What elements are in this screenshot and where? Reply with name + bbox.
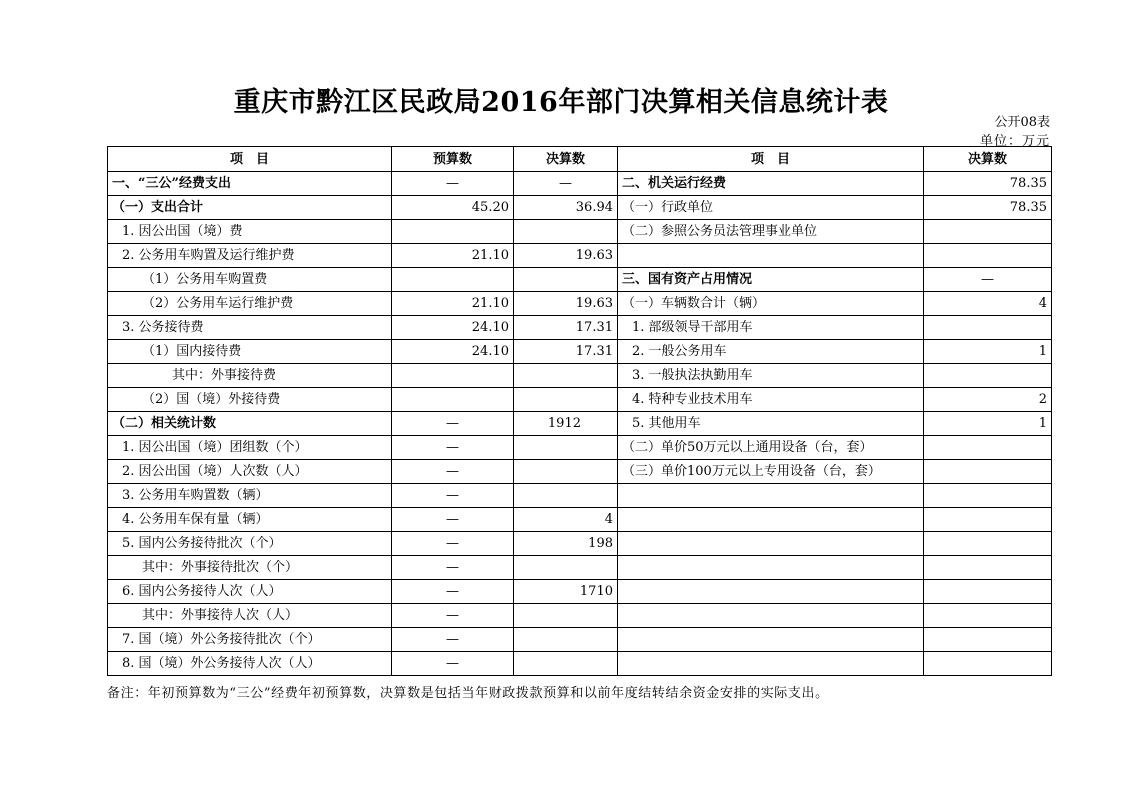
left-budget-cell: 21.10	[392, 292, 514, 316]
right-item-cell: （三）单价100万元以上专用设备（台，套）	[618, 460, 924, 484]
left-item-cell: 6. 国内公务接待人次（人）	[108, 580, 392, 604]
right-item-cell: 2. 一般公务用车	[618, 340, 924, 364]
table-row	[108, 172, 1052, 196]
left-item-cell: 2. 因公出国（境）人次数（人）	[108, 460, 392, 484]
right-item-cell: （一）行政单位	[618, 196, 924, 220]
right-final-cell	[924, 604, 1052, 628]
left-final-cell: 17.31	[514, 340, 618, 364]
left-budget-cell: —	[392, 580, 514, 604]
right-item-cell: 5. 其他用车	[618, 412, 924, 436]
left-final-cell: 198	[514, 532, 618, 556]
right-final-cell	[924, 556, 1052, 580]
left-final-cell: —	[514, 172, 618, 196]
left-final-cell	[514, 460, 618, 484]
left-item-cell: 1. 因公出国（境）费	[108, 220, 392, 244]
statistics-table	[107, 146, 1052, 676]
left-final-cell: 36.94	[514, 196, 618, 220]
table-row	[108, 652, 1052, 676]
left-item-cell: （1）国内接待费	[108, 340, 392, 364]
right-final-cell: 1	[924, 340, 1052, 364]
table-row	[108, 508, 1052, 532]
right-item-cell	[618, 556, 924, 580]
right-item-cell	[618, 484, 924, 508]
left-item-cell: 7. 国（境）外公务接待批次（个）	[108, 628, 392, 652]
right-final-cell: 2	[924, 388, 1052, 412]
left-item-cell: 5. 国内公务接待批次（个）	[108, 532, 392, 556]
left-final-cell	[514, 628, 618, 652]
left-final-cell: 19.63	[514, 244, 618, 268]
table-row	[108, 316, 1052, 340]
left-budget-cell	[392, 364, 514, 388]
page-title: 重庆市黔江区民政局2016年部门决算相关信息统计表	[233, 87, 889, 118]
table-row	[108, 268, 1052, 292]
left-final-cell: 1912	[514, 412, 618, 436]
table-row	[108, 244, 1052, 268]
right-final-cell	[924, 628, 1052, 652]
right-item-cell: 二、机关运行经费	[618, 172, 924, 196]
right-item-cell: （一）车辆数合计（辆）	[618, 292, 924, 316]
right-final-cell: —	[924, 268, 1052, 292]
right-item-cell: （二）参照公务员法管理事业单位	[618, 220, 924, 244]
left-budget-cell: 21.10	[392, 244, 514, 268]
left-item-cell: （2）国（境）外接待费	[108, 388, 392, 412]
right-item-cell	[618, 532, 924, 556]
left-item-cell: 3. 公务用车购置数（辆）	[108, 484, 392, 508]
right-final-cell	[924, 652, 1052, 676]
right-final-cell	[924, 508, 1052, 532]
left-budget-cell: —	[392, 412, 514, 436]
left-budget-cell	[392, 268, 514, 292]
form-number: 公开08表	[994, 115, 1050, 130]
left-final-cell	[514, 556, 618, 580]
left-final-cell	[514, 388, 618, 412]
right-item-cell: 三、国有资产占用情况	[618, 268, 924, 292]
table-row	[108, 292, 1052, 316]
left-item-cell: 其中：外事接待费	[108, 364, 392, 388]
left-budget-cell: —	[392, 628, 514, 652]
right-final-cell: 1	[924, 412, 1052, 436]
right-final-cell	[924, 364, 1052, 388]
left-item-cell: 其中：外事接待人次（人）	[108, 604, 392, 628]
right-final-cell	[924, 460, 1052, 484]
right-item-cell	[618, 244, 924, 268]
left-item-cell: 1. 因公出国（境）团组数（个）	[108, 436, 392, 460]
right-item-cell: 4. 特种专业技术用车	[618, 388, 924, 412]
right-final-cell	[924, 436, 1052, 460]
left-item-cell: 2. 公务用车购置及运行维护费	[108, 244, 392, 268]
left-budget-cell	[392, 388, 514, 412]
left-final-cell	[514, 268, 618, 292]
table-row	[108, 556, 1052, 580]
left-budget-cell	[392, 220, 514, 244]
left-final-cell	[514, 484, 618, 508]
left-final-cell	[514, 220, 618, 244]
table-header-row	[108, 147, 1052, 172]
right-final-cell: 78.35	[924, 172, 1052, 196]
left-item-cell: （一）支出合计	[108, 196, 392, 220]
right-item-cell: 3. 一般执法执勤用车	[618, 364, 924, 388]
right-final-cell	[924, 580, 1052, 604]
left-budget-cell: —	[392, 604, 514, 628]
table-row	[108, 196, 1052, 220]
left-item-cell: （1）公务用车购置费	[108, 268, 392, 292]
left-item-cell: （2）公务用车运行维护费	[108, 292, 392, 316]
left-budget-cell: —	[392, 484, 514, 508]
left-item-cell: 3. 公务接待费	[108, 316, 392, 340]
table-row	[108, 532, 1052, 556]
table-row	[108, 604, 1052, 628]
table-row	[108, 484, 1052, 508]
right-final-cell	[924, 484, 1052, 508]
left-item-cell: 一、“三公”经费支出	[108, 172, 392, 196]
table-row	[108, 460, 1052, 484]
header-right-item: 项 目	[618, 147, 924, 172]
right-final-cell: 78.35	[924, 196, 1052, 220]
left-item-cell: （二）相关统计数	[108, 412, 392, 436]
right-item-cell: （二）单价50万元以上通用设备（台，套）	[618, 436, 924, 460]
left-budget-cell: 24.10	[392, 340, 514, 364]
right-item-cell	[618, 652, 924, 676]
left-final-cell: 1710	[514, 580, 618, 604]
table-body	[108, 172, 1052, 676]
table-row	[108, 436, 1052, 460]
right-final-cell	[924, 244, 1052, 268]
left-item-cell: 8. 国（境）外公务接待人次（人）	[108, 652, 392, 676]
left-final-cell: 19.63	[514, 292, 618, 316]
header-right-final: 决算数	[924, 147, 1052, 172]
left-final-cell	[514, 604, 618, 628]
header-left-final: 决算数	[514, 147, 618, 172]
table-row	[108, 388, 1052, 412]
right-final-cell	[924, 532, 1052, 556]
right-item-cell	[618, 580, 924, 604]
left-budget-cell: —	[392, 172, 514, 196]
table-row	[108, 220, 1052, 244]
left-budget-cell: —	[392, 460, 514, 484]
left-item-cell: 4. 公务用车保有量（辆）	[108, 508, 392, 532]
table-row	[108, 580, 1052, 604]
left-budget-cell: 24.10	[392, 316, 514, 340]
left-budget-cell: —	[392, 508, 514, 532]
right-item-cell: 1. 部级领导干部用车	[618, 316, 924, 340]
left-final-cell	[514, 364, 618, 388]
left-item-cell: 其中：外事接待批次（个）	[108, 556, 392, 580]
left-final-cell: 4	[514, 508, 618, 532]
header-left-budget: 预算数	[392, 147, 514, 172]
right-final-cell: 4	[924, 292, 1052, 316]
table-row	[108, 364, 1052, 388]
left-budget-cell: 45.20	[392, 196, 514, 220]
left-final-cell	[514, 436, 618, 460]
left-budget-cell: —	[392, 436, 514, 460]
unit-label: 单位：万元	[979, 134, 1050, 149]
right-item-cell	[618, 628, 924, 652]
table-row	[108, 628, 1052, 652]
left-budget-cell: —	[392, 556, 514, 580]
left-final-cell	[514, 652, 618, 676]
table-row	[108, 340, 1052, 364]
left-budget-cell: —	[392, 652, 514, 676]
header-left-item: 项 目	[108, 147, 392, 172]
left-final-cell: 17.31	[514, 316, 618, 340]
footnote: 备注：年初预算数为“三公”经费年初预算数，决算数是包括当年财政拨款预算和以前年度结转结余资金安排的实际支出。	[107, 686, 829, 701]
left-budget-cell: —	[392, 532, 514, 556]
right-final-cell	[924, 316, 1052, 340]
table-row	[108, 412, 1052, 436]
right-final-cell	[924, 220, 1052, 244]
right-item-cell	[618, 604, 924, 628]
right-item-cell	[618, 508, 924, 532]
